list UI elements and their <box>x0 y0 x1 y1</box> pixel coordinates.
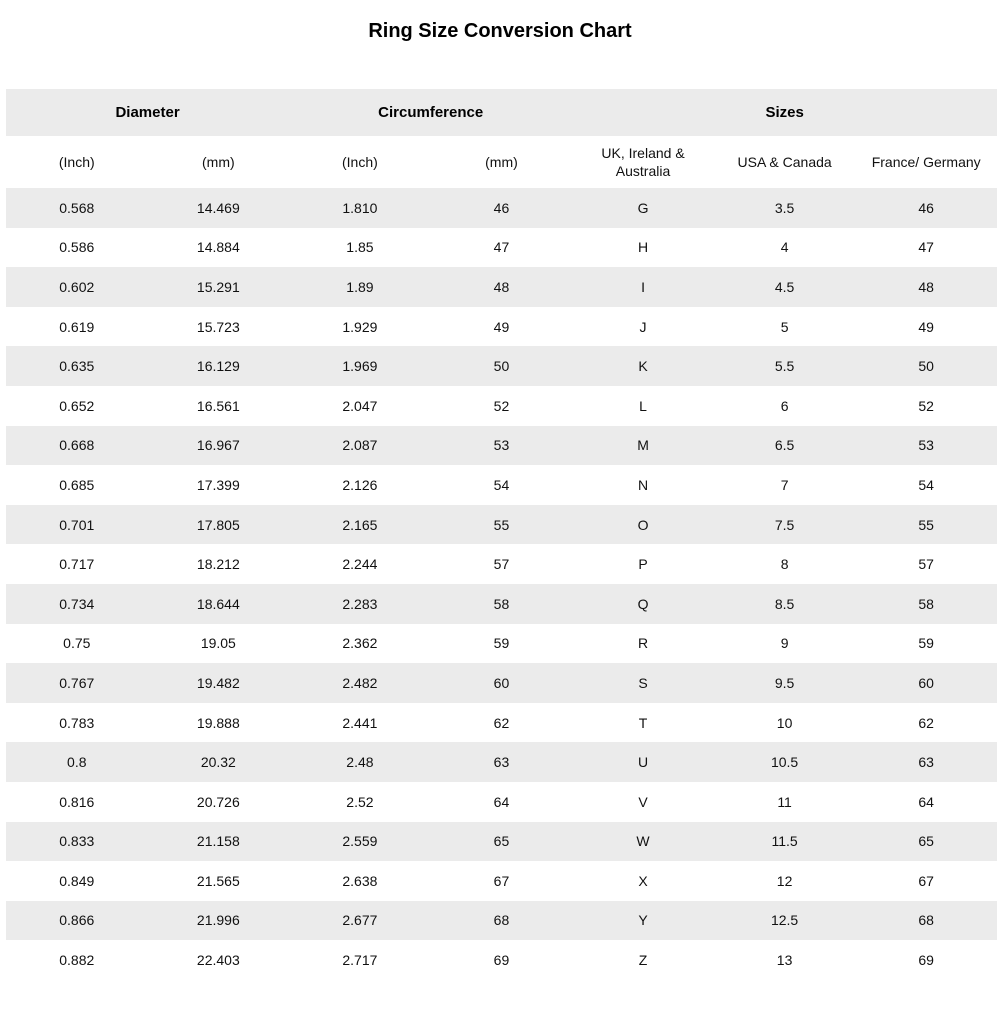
table-cell: 0.767 <box>59 674 95 691</box>
table-cell: 68 <box>918 912 934 929</box>
table-cell: I <box>641 278 645 295</box>
table-cell: 69 <box>918 952 934 969</box>
column-header: (Inch) <box>342 153 378 170</box>
table-cell: 60 <box>918 674 934 691</box>
table-cell: 2.047 <box>342 397 378 414</box>
table-cell: Q <box>637 595 649 612</box>
table-cell: 6.5 <box>774 437 795 454</box>
table-cell: H <box>637 239 649 256</box>
column-header: USA & Canada <box>737 153 832 170</box>
table-row <box>6 386 997 426</box>
ring-size-conversion-table <box>6 89 997 980</box>
table-row <box>6 624 997 664</box>
table-cell: 2.52 <box>346 793 374 810</box>
table-cell: K <box>638 358 648 375</box>
table-cell: 7 <box>780 476 789 493</box>
table-cell: 17.399 <box>196 476 240 493</box>
table-cell: 65 <box>493 833 510 850</box>
table-cell: 5 <box>780 318 789 335</box>
table-cell: 19.05 <box>200 635 236 652</box>
table-row <box>6 307 997 347</box>
table-cell: 21.565 <box>196 872 240 889</box>
table-cell: 21.158 <box>196 833 240 850</box>
table-cell: 0.783 <box>59 714 95 731</box>
table-cell: 62 <box>493 714 510 731</box>
table-cell: 6 <box>780 397 789 414</box>
column-header: UK, Ireland & Australia <box>601 144 685 179</box>
table-cell: 0.619 <box>59 318 95 335</box>
table-cell: 20.726 <box>196 793 240 810</box>
table-cell: 0.816 <box>59 793 95 810</box>
table-cell: 1.969 <box>342 358 378 375</box>
table-cell: P <box>638 556 648 573</box>
table-cell: 1.810 <box>342 199 378 216</box>
table-cell: 1.89 <box>346 278 374 295</box>
group-header: Sizes <box>572 89 997 136</box>
table-cell: Y <box>638 912 648 929</box>
table-cell: 8 <box>780 556 789 573</box>
table-cell: 46 <box>493 199 510 216</box>
table-cell: 9 <box>780 635 789 652</box>
table-cell: 46 <box>918 199 934 216</box>
table-cell: 57 <box>493 556 510 573</box>
table-row <box>6 188 997 228</box>
table-cell: V <box>638 793 648 810</box>
table-cell: 52 <box>918 397 934 414</box>
table-cell: 9.5 <box>774 674 795 691</box>
table-cell: 2.362 <box>342 635 378 652</box>
table-cell: 4 <box>780 239 789 256</box>
table-cell: 12 <box>776 872 793 889</box>
table-cell: 5.5 <box>774 358 795 375</box>
column-header: (mm) <box>485 153 518 170</box>
table-cell: 2.283 <box>342 595 378 612</box>
table-cell: 22.403 <box>196 952 240 969</box>
table-row <box>6 465 997 505</box>
table-cell: 2.126 <box>342 476 378 493</box>
table-cell: 48 <box>493 278 510 295</box>
table-row <box>6 861 997 901</box>
table-cell: 54 <box>918 476 934 493</box>
table-cell: 17.805 <box>196 516 240 533</box>
table-cell: X <box>638 872 648 889</box>
table-cell: 58 <box>918 595 934 612</box>
table-cell: 65 <box>918 833 934 850</box>
table-cell: O <box>637 516 649 533</box>
table-cell: G <box>637 199 649 216</box>
table-cell: N <box>637 476 649 493</box>
table-cell: 48 <box>918 278 934 295</box>
table-cell: 2.244 <box>342 556 378 573</box>
table-cell: 63 <box>493 754 510 771</box>
table-row <box>6 742 997 782</box>
table-cell: 55 <box>493 516 510 533</box>
table-cell: 0.882 <box>59 952 95 969</box>
table-cell: 7.5 <box>774 516 795 533</box>
table-cell: 16.967 <box>196 437 240 454</box>
table-cell: S <box>638 674 648 691</box>
table-cell: 8.5 <box>774 595 795 612</box>
table-cell: 14.884 <box>196 239 240 256</box>
table-row <box>6 267 997 307</box>
table-cell: 0.717 <box>59 556 95 573</box>
table-body <box>6 188 997 980</box>
table-cell: 11 <box>777 793 792 810</box>
table-cell: 47 <box>493 239 510 256</box>
table-cell: 55 <box>918 516 934 533</box>
table-cell: 58 <box>493 595 510 612</box>
table-cell: 54 <box>493 476 510 493</box>
group-header-row <box>6 89 997 136</box>
table-header <box>6 89 997 188</box>
table-row <box>6 703 997 743</box>
table-cell: 64 <box>918 793 934 810</box>
table-cell: 53 <box>493 437 510 454</box>
table-cell: 49 <box>493 318 510 335</box>
table-cell: 0.685 <box>59 476 95 493</box>
column-header: (Inch) <box>58 153 95 170</box>
table-cell: 18.644 <box>196 595 240 612</box>
table-cell: 49 <box>918 318 934 335</box>
table-cell: 0.635 <box>59 358 95 375</box>
table-row <box>6 782 997 822</box>
table-cell: 20.32 <box>200 754 236 771</box>
table-cell: T <box>638 714 648 731</box>
table-cell: 19.888 <box>196 714 240 731</box>
table-cell: J <box>639 318 647 335</box>
table-cell: 1.929 <box>342 318 378 335</box>
table-cell: 12.5 <box>770 912 799 929</box>
table-cell: 2.482 <box>342 674 378 691</box>
table-cell: 0.602 <box>59 278 95 295</box>
table-cell: 0.701 <box>59 516 95 533</box>
table-cell: 57 <box>918 556 934 573</box>
table-cell: 50 <box>918 358 934 375</box>
table-cell: 0.75 <box>63 635 91 652</box>
table-cell: 0.568 <box>59 199 95 216</box>
table-cell: 59 <box>918 635 934 652</box>
table-cell: 11.5 <box>771 833 798 850</box>
table-cell: 0.586 <box>59 239 95 256</box>
table-cell: 2.441 <box>342 714 378 731</box>
table-cell: 19.482 <box>196 674 240 691</box>
page-title: Ring Size Conversion Chart <box>368 20 632 42</box>
table-cell: 2.677 <box>342 912 378 929</box>
table-cell: 13 <box>776 952 793 969</box>
table-row <box>6 584 997 624</box>
table-row <box>6 505 997 545</box>
table-cell: W <box>636 833 650 850</box>
column-header-row <box>6 136 997 188</box>
table-cell: U <box>637 754 649 771</box>
table-cell: 10 <box>776 714 793 731</box>
table-cell: 1.85 <box>346 239 374 256</box>
table-cell: Z <box>638 952 648 969</box>
table-row <box>6 544 997 584</box>
table-cell: 67 <box>918 872 934 889</box>
table-cell: 62 <box>918 714 934 731</box>
table-cell: 15.723 <box>196 318 240 335</box>
table-cell: 0.8 <box>67 754 87 771</box>
table-row <box>6 822 997 862</box>
table-row <box>6 663 997 703</box>
table-cell: 2.559 <box>342 833 378 850</box>
table-cell: 15.291 <box>196 278 240 295</box>
column-header: (mm) <box>202 153 235 170</box>
table-cell: 4.5 <box>774 278 795 295</box>
table-cell: 2.165 <box>342 516 378 533</box>
table-row <box>6 426 997 466</box>
table-cell: 2.717 <box>342 952 378 969</box>
table-cell: 67 <box>493 872 510 889</box>
group-header: Circumference <box>289 89 572 136</box>
table-cell: 10.5 <box>770 754 799 771</box>
table-cell: R <box>637 635 649 652</box>
table-cell: L <box>639 397 647 414</box>
table-cell: 0.833 <box>59 833 95 850</box>
table-row <box>6 346 997 386</box>
table-cell: 14.469 <box>196 199 240 216</box>
table-row <box>6 901 997 941</box>
group-header: Diameter <box>6 89 289 136</box>
table-cell: 16.129 <box>196 358 240 375</box>
table-cell: 2.638 <box>342 872 378 889</box>
table-cell: 59 <box>493 635 510 652</box>
table-cell: 69 <box>493 952 510 969</box>
table-cell: 3.5 <box>774 199 795 216</box>
table-cell: 60 <box>493 674 510 691</box>
table-cell: 0.668 <box>59 437 95 454</box>
table-cell: 2.48 <box>346 754 374 771</box>
table-cell: 0.866 <box>59 912 95 929</box>
table-cell: 18.212 <box>196 556 240 573</box>
table-cell: 16.561 <box>196 397 240 414</box>
table-cell: M <box>637 437 649 454</box>
table-cell: 47 <box>918 239 934 256</box>
table-row <box>6 940 997 980</box>
table-row <box>6 228 997 268</box>
table-cell: 68 <box>493 912 510 929</box>
table-cell: 2.087 <box>342 437 378 454</box>
table-cell: 21.996 <box>196 912 240 929</box>
table-cell: 0.849 <box>59 872 95 889</box>
table-cell: 0.734 <box>59 595 95 612</box>
table-cell: 50 <box>493 358 510 375</box>
table-cell: 64 <box>493 793 510 810</box>
table-cell: 63 <box>918 754 934 771</box>
table-cell: 53 <box>918 437 934 454</box>
table-cell: 52 <box>493 397 510 414</box>
column-header: France/ Germany <box>871 153 981 170</box>
table-cell: 0.652 <box>59 397 95 414</box>
